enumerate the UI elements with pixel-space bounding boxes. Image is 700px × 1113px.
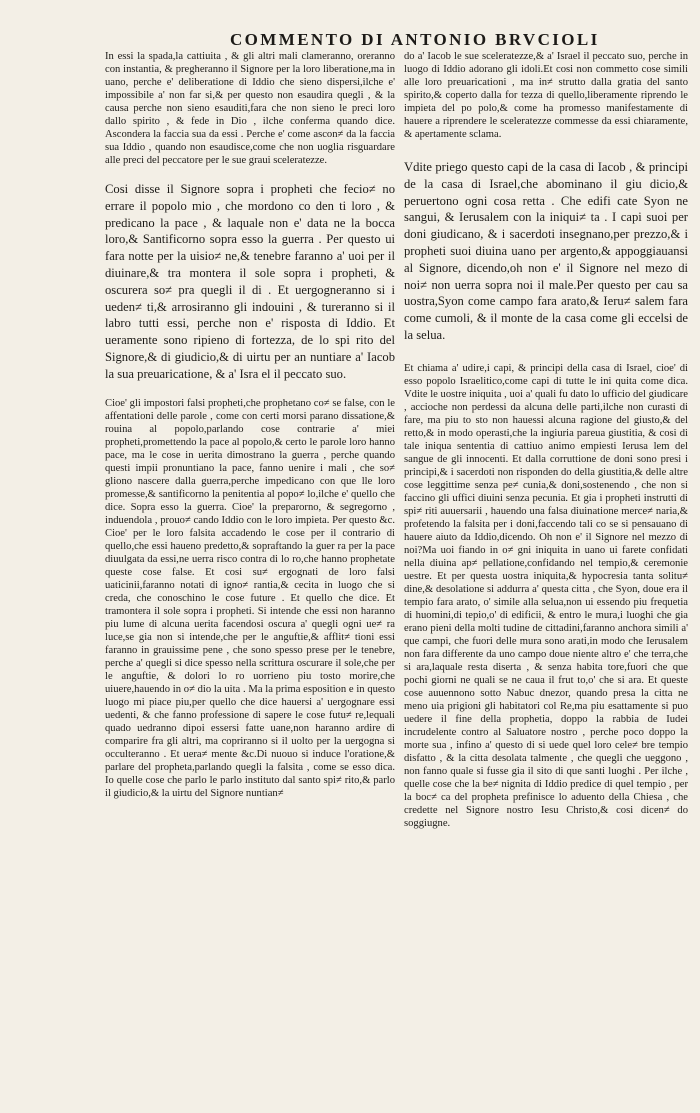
paragraph-spacer bbox=[404, 141, 688, 159]
right-column bbox=[404, 50, 688, 830]
scripture-verse: Cosi disse il Signore sopra i propheti che fecio≠ no errare il popolo mio , che mordono co den ti loro , & predicano la pace , & laquale non e' data ne la bocca loro,& Santificorno sopra esso la guerra . Per questo ui fara notte per la uisio≠ ne,& tenebre faranno a' uoi per il diuinare,& tra montera il sole sopra i propheti, & oscurera so≠ pra quegli il di . Et uergogneranno si i ueden≠ ti,& arrosiranno gli indouini , & tureranno si il labro tutti essi, perche non e' risposta di Iddio. Et ueramente sono ripieno di fortezza, de lo spi rito del Signore,& di giudicio,& di uirtu per an nuntiare a' Iacob la sua preuaricatione, & a' Isra el il peccato suo. bbox=[105, 182, 395, 381]
paragraph-spacer bbox=[404, 344, 688, 362]
commentary-paragraph: In essi la spada,la cattiuita , & gli altri mali clameranno, oreranno con instantia, & pregheranno il Signore per la loro liberatione,ma in uano, perche e' deliberatione di Iddio che sieno dispersi,ilche e' impossibile a' non far si,& per questo non esaudira quegli , & la causa perche non sieno esauditi,fara che non sieno le preci loro dallo spirito , & fede in Dio , ilche conferma quando dice. Ascondera la faccia sua da essi . Perche e' come ascon≠ da la faccia sua Iddio , quando non esaudisce,come che non uoglia risguardare alle preci del peccatore per le sue graui sceleratezze. bbox=[105, 51, 395, 166]
left-column bbox=[105, 50, 395, 800]
commentary-paragraph: Cioe' gli impostori falsi propheti,che prophetano co≠ se false, con le affentationi delle parole , come con certi morsi parano dissatione,& rouina al popolo,parlando cose contrarie a' miei propheti,promettendo la pace al popolo,& certo le parole loro hanno pace, ma le cose in uerita dimostrano la guerra , perche quando questi impii pronuntiano la pace, fanno uenire i mali , che so≠ gliono nascere dalla guerra,perche impedicano con que lle loro promesse,& santificorno la penitentia al popo≠ lo,ilche e' quello che dice. Sopra esso la guerra. Cioe' la preparorno, & segregorno , induendola , prouo≠ cando Iddio con le loro impieta. Per questo &c. Cioe' per le loro falsita accadendo le cose per il contrario di quello,che essi haueno predetto,& sopraftando la guer ra per la pace diuulgata da essi,ne uerra risco contra di lo ro,che hanno prophetate queste cose false. Et cosi su≠ ergognati de loro falsi uaticinii,faranno notati di igno≠ rantia,& cecita in luogo che si creda, che conoschino le cose future . Et quello che dice. Et tramontera il sole sopra i propheti. Si intende che essi non haranno piu lume di alcuna uerita facendosi oscura a' quegli ogni ue≠ ra luce,se gia non si intende,che per le anguftie,& afflit≠ tioni essi faranno in grauissime pene , che sono spesso prese per le tenebre, perche a' quegli si dice spesso nella scrittura oscurare il sole,che per le anguftie, & dolori lo ro uorrieno piu tosto morire,che uiuere,hauendo in o≠ dio la uita . Ma la prima esposition e in questo luogo mi piace piu,per quello che dice hauersi a' uergognare essi uedenti, & che fanno professione di sapere le cose futu≠ re,lequali quado uedranno dipoi essersi fatte uane,non haranno ardire di comparire fra gli altri, ma copriranno si il uolto per la uergogna si occulteranno . Et uera≠ mente &c.Di nuouo si induce l'oratione,& parlare del propheta,parlando quegli la falsita , come se esso dica. Io quelle cose che parlo le parlo instituto dal santo spi≠ rito,& parlo il giudicio,& la uirtu del Signore nuntian≠ bbox=[105, 397, 395, 799]
paragraph-spacer bbox=[105, 383, 395, 397]
running-header: COMMENTO DI ANTONIO BRVCIOLI bbox=[230, 30, 600, 49]
scripture-verse: Vdite priego questo capi de la casa di Iacob , & principi de la casa di Israel,che abominano il giu dicio,& peruertono ogni cosa retta . Che edifi cate Syon ne sangui, & Ierusalem con la iniqui≠ ta . I capi suoi per doni giudicano, & i sacerdoti insegnano,per prezzo,& i propheti suoi diuina uano per argento,& appoggiauansi al Signore, dicendo,oh non e' il Signore nel mezo di noi≠ non uerra sopra noi il male.Per questo per cau sa uostra,Syon come campo fara arato,& Ieru≠ salem fara come cumoli, & il monte de la casa come gli eccelsi de la selua. bbox=[404, 160, 688, 342]
commentary-paragraph: Et chiama a' udire,i capi, & principi della casa di Israel, cioe' di esso popolo Israelitico,come capi di tutte le ini quita come dica. Vdite le uostre iniquita , uoi a' quali fu dato lo ufficio del giudicare , accioche non perdessi da alcuna delle parti,ilche non curasti di fare, ma piu to sto non hauessi alcuna ragione del giusto,& del retto,& in modo operasti,che la ingiuria pareua giustitia, & cosi di tale iniqua sententia di cattiuo animo empiesti Ierusa lem del sangue de gli innocenti. Et dalla corruttione de doni sono presi i principi,& i sacerdoti non risponden do della giustitia,& delle altre cose leggittime senza pe≠ cunia,& doni,sostenendo , che non si faccino gli uffici diuini senza pecunia. Et gia i propheti instrutti di spi≠ riti auuersarii , hauendo una falsa diuinatione merce≠ naria,& profetendo la falsita per i doni,faccendo tali co se si pensauano di hauere aiuto da Iddio,dicendo. Oh non e' il Signore nel mezzo di noi?Ma uoi fiando in o≠ gni iniquita in uano ui farete confidati nella diuina ap≠ pellatione,confidando nel tempio,& ceremonie uestre. Et per questa uostra iniquita,& hypocresia tanta solitu≠ dine,& desolatione si addurra a' questa citta , che Syon, doue era il tempio fara arato, o' simile alla selua,non ui essendo piu frequetia di huomini,di tepio,o' di edificii, & entro le mura,i luoghi che gia erano pieni della molti tudine de cittadini,faranno anchora simili a' que campi, che fuori delle mura sono arati,in modo che Ierusalem non fara differente da uno campo doue niente altro e' che terra,che si ara,laquale resta diserta , & senza habita tore,fuori che que pochi giorni ne quali se ne caua il frut to,o' che si ara. Et queste cose auuennono sotto Nabuc dnezor, quando presa la citta ne meno uia prigioni gli habitatori col Re,ma piu esattamente si puo uedere il fine della prophetia, doppo la rabbia de Iudei incrudelente contro al Saluatore nostro , perche poco doppo la morte sua , infino a' questo di si uede quel loro cele≠ bre tempio disfatto , & la citta desolata talmente , che quegli che ueggono , non fanno quale si fusse gia il sito di que santi luoghi . Per ilche , quelle cose che la be≠ nignita di Iddio predice di quel tempio , per la boc≠ ca del propheta prefinisce lo aduento della Chiesa , che credette nel Signore nostro Iesu Christo,& cosi dicen≠ do soggiugne. bbox=[404, 362, 688, 829]
paragraph-spacer bbox=[105, 167, 395, 181]
commentary-paragraph: do a' Iacob le sue sceleratezze,& a' Israel il peccato suo, perche in luogo di Iddio adorano gli idoli.Et cosi non commetto cose simili alle loro preuaricationi , ma in≠ strutto dalla gratia del santo spirito,& coperto dalla for tezza di quello,liberamente riprendo le impieta del po polo,& come ha promesso manifestamente di hauere a riprendere le sceleratezze commesse da essi chiaramente, & apertamente sclama. bbox=[404, 51, 688, 140]
